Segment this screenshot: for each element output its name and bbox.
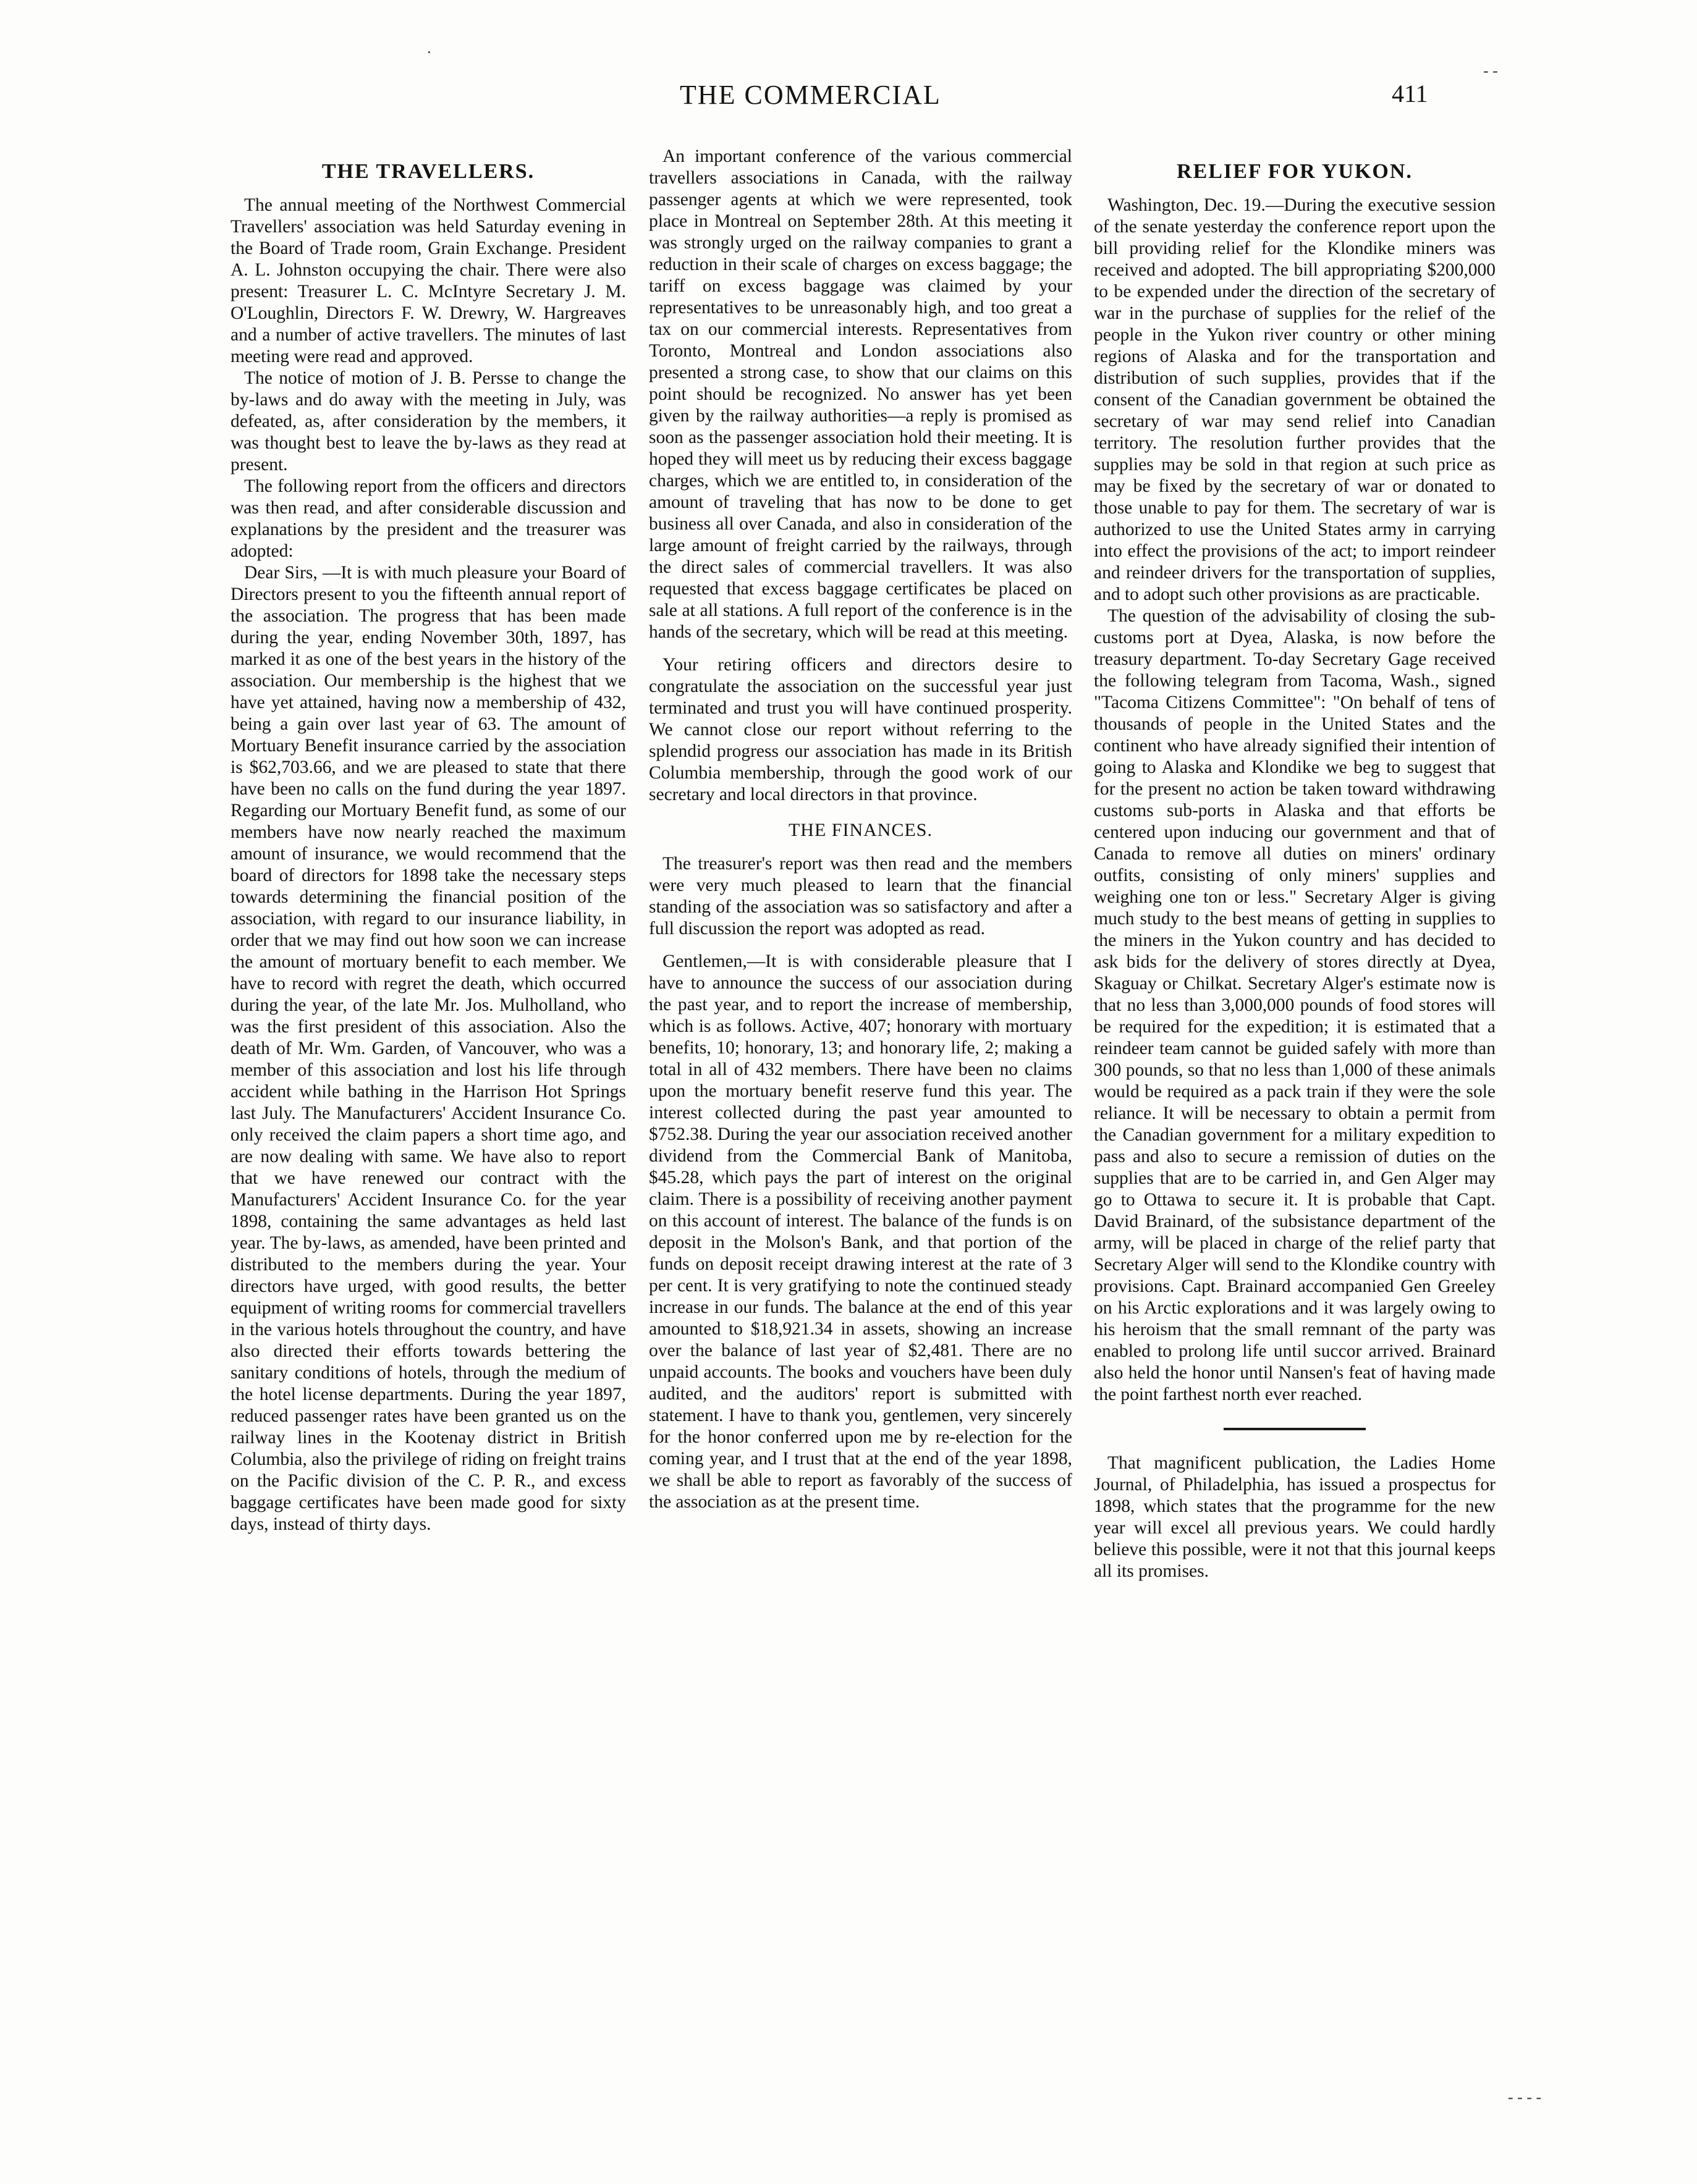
column-2 — [649, 146, 1072, 1513]
yukon-paragraph-1: Washington, Dec. 19.—During the executive session of the senate yesterday the conference report upon the bill providing relief for the Klondike miners was received and adopted. The bill appropriating $200,000 to be expended under the direction of the secretary of war in the purchase of supplies for the relief of the people in the Yukon river country or other mining regions of Alaska and for the transportation and distribution of such supplies, provides that if the consent of the Canadian government be obtained the secretary of war may send relief into Canadian territory. The resolution further provides that the supplies may be sold in that region at such price as may be fixed by the secretary of war or donated to those unable to pay for them. The secretary of war is authorized to use the United States army in carrying into effect the provisions of the act; to import reindeer and reindeer drivers for the transportation of supplies, and to adopt such other provisions as are practicable. — [1094, 195, 1496, 604]
print-speck: · — [426, 43, 432, 61]
travellers-paragraph-1: The annual meeting of the Northwest Commercial Travellers' association was held Saturday evening in the Board of Trade room, Grain Exchange. President A. L. Johnston occupying the chair. There were also present: Treasurer L. C. McIntyre Secretary J. M. O'Loughlin, Directors F. W. Drewry, W. Hargreaves and a number of active travellers. The minutes of last meeting were read and approved. — [231, 195, 626, 366]
travellers-paragraph-6: Your retiring officers and directors desire to congratulate the association on the successful year just terminated and trust you will have continued prosperity. We cannot close our report without referring to the splendid progress our association has made in its British Columbia membership, through the good work of our secretary and local directors in that province. — [649, 655, 1072, 804]
travellers-paragraph-3: The following report from the officers and directors was then read, and after considerable discussion and explanations by the president and the treasurer was adopted: — [231, 476, 626, 561]
page-number: 411 — [1392, 80, 1428, 108]
yukon-paragraph-2: The question of the advisability of closing the sub-customs port at Dyea, Alaska, is now before the treasury department. To-day Secretary Gage received the following telegram from Tacoma, Wash., signed "Tacoma Citizens Committee": "On behalf of tens of thousands of people in the United States and the continent who have already signified their intention of going to Alaska and Klondike we beg to suggest that for the present no action be taken toward withdrawing customs sub-ports in Alaska and that efforts be centered upon inducing our government and that of Canada to remove all duties on miners' ordinary outfits, consisting of only miners' supplies and weighing one ton or less." Secretary Alger is giving much study to the best means of getting in supplies to the miners in the Yukon country and has decided to ask bids for the delivery of stores directly at Dyea, Skaguay or Chilkat. Secretary Alger's estimate now is that no less than 3,000,000 pounds of food stores will be required for the expedition; it is estimated that a reindeer team cannot be guided safely with more than 300 pounds, so that no less than 1,000 of these animals would be required as a pack train if they were the sole reliance. It will be necessary to obtain a permit from the Canadian government for a military expedition to pass and also to secure a remission of duties on the supplies that are to be carried in, and Gen Alger may go to Ottawa to secure it. It is probable that Capt. David Brainard, of the subsistance department of the army, will be placed in charge of the relief party that Secretary Alger will send to the Klondike country with provisions. Capt. Brainard accompanied Gen Greeley on his Arctic explorations and it was largely owing to his heroism that the small remnant of the party was enabled to prolong life until succor arrived. Brainard also held the honor until Nansen's feat of having made the point farthest north ever reached. — [1094, 606, 1496, 1404]
finances-paragraph-1: The treasurer's report was then read and the members were very much pleased to learn that the financial standing of the association was so satisfactory and after a full discussion the report was adopted as read. — [649, 854, 1072, 938]
finances-heading: THE FINANCES. — [788, 820, 933, 840]
running-head: THE COMMERCIAL — [680, 80, 941, 110]
finances-paragraph-2: Gentlemen,—It is with considerable pleasure that I have to announce the success of our association during the past year, and to report the increase of membership, which is as follows. Active, 407; honorary with mortuary benefits, 10; honorary, 13; and honorary life, 2; making a total in all of 432 members. There have been no claims upon the mortuary benefit reserve fund this year. The interest collected during the past year amounted to $752.38. During the year our association received another dividend from the Commercial Bank of Manitoba, $45.28, which pays the part of interest on the original claim. There is a possibility of receiving another payment on this account of interest. The balance of the funds is on deposit in the Molson's Bank, and that portion of the funds on deposit receipt drawing interest at the rate of 3 per cent. It is very gratifying to note the continued steady increase in our funds. The balance at the end of this year amounted to $18,921.34 in assets, showing an increase over the balance of last year of $2,481. There are no unpaid accounts. The books and vouchers have been duly audited, and the auditors' report is submitted with statement. I have to thank you, gentlemen, very sincerely for the honor conferred upon me by re-election for the coming year, and I trust that at the end of the year 1898, we shall be able to report as favorably of the success of the association as at the present time. — [649, 951, 1072, 1512]
yukon-heading: RELIEF FOR YUKON. — [1177, 160, 1413, 183]
travellers-paragraph-2: The notice of motion of J. B. Persse to change the by-laws and do away with the meeting in July, was defeated, as, after consideration by the members, it was thought best to leave the by-laws as they read at present. — [231, 368, 626, 474]
print-speck: - - - - — [1508, 2088, 1542, 2106]
ladies-journal-paragraph: That magnificent publication, the Ladies Home Journal, of Philadelphia, has issued a prospectus for 1898, which states that the programme for the new year will excel all previous years. We could hardly believe this possible, were it not that this journal keeps all its promises. — [1094, 1453, 1496, 1581]
column-3 — [1094, 154, 1496, 1582]
travellers-heading: THE TRAVELLERS. — [321, 160, 535, 183]
section-divider — [1224, 1428, 1366, 1430]
column-1 — [231, 154, 626, 1535]
print-speck: - - — [1483, 62, 1498, 80]
travellers-paragraph-5: An important conference of the various commercial travellers associations in Canada, with the railway passenger agents at which we were represented, took place in Montreal on September 28th. At this meeting it was strongly urged on the railway companies to grant a reduction in their scale of charges on excess baggage; the tariff on excess baggage was claimed by your representatives to be unreasonably high, and too great a tax on our commercial interests. Representatives from Toronto, Montreal and London associations also presented a strong case, to show that our claims on this point should be recognized. No answer has yet been given by the railway authorities—a reply is promised as soon as the passenger association hold their meeting. It is hoped they will meet us by reducing their excess baggage charges, which we are entitled to, in consideration of the amount of traveling that has now to be done to get business all over Canada, and also in consideration of the large amount of freight carried by the railways, through the direct sales of commercial travellers. It was also requested that excess baggage certificates be placed on sale at all stations. A full report of the conference is in the hands of the secretary, which will be read at this meeting. — [649, 146, 1072, 642]
travellers-paragraph-4: Dear Sirs, —It is with much pleasure your Board of Directors present to you the fifteenth annual report of the association. The progress that has been made during the year, ending November 30th, 1897, has marked it as one of the best years in the history of the association. Our membership is the highest that we have yet attained, having now a membership of 432, being a gain over last year of 63. The amount of Mortuary Benefit insurance carried by the association is $62,703.66, and we are pleased to state that there have been no calls on the fund during the year 1897. Regarding our Mortuary Benefit fund, as some of our members have now nearly reached the maximum amount of insurance, we would recommend that the board of directors for 1898 take the necessary steps towards determining the financial position of the association, with regard to our insurance liability, in order that we may find out how soon we can increase the amount of mortuary benefit to each member. We have to record with regret the death, which occurred during the year, of the late Mr. Jos. Mulholland, who was the first president of this association. Also the death of Mr. Wm. Garden, of Vancouver, who was a member of this association and lost his life through accident while bathing in the Harrison Hot Springs last July. The Manufacturers' Accident Insurance Co. only received the claim papers a short time ago, and are now dealing with same. We have also to report that we have renewed our contract with the Manufacturers' Accident Insurance Co. for the year 1898, containing the same advantages as held last year. The by-laws, as amended, have been printed and distributed to the members during the year. Your directors have urged, with good results, the better equipment of writing rooms for commercial travellers in the various hotels throughout the country, and have also directed their efforts towards bettering the sanitary conditions of hotels, through the medium of the hotel license departments. During the year 1897, reduced passenger rates have been granted us on the railway lines in the Kootenay district in British Columbia, also the privilege of riding on freight trains on the Pacific division of the C. P. R., and excess baggage certificates have been made good for sixty days, instead of thirty days. — [231, 563, 626, 1534]
